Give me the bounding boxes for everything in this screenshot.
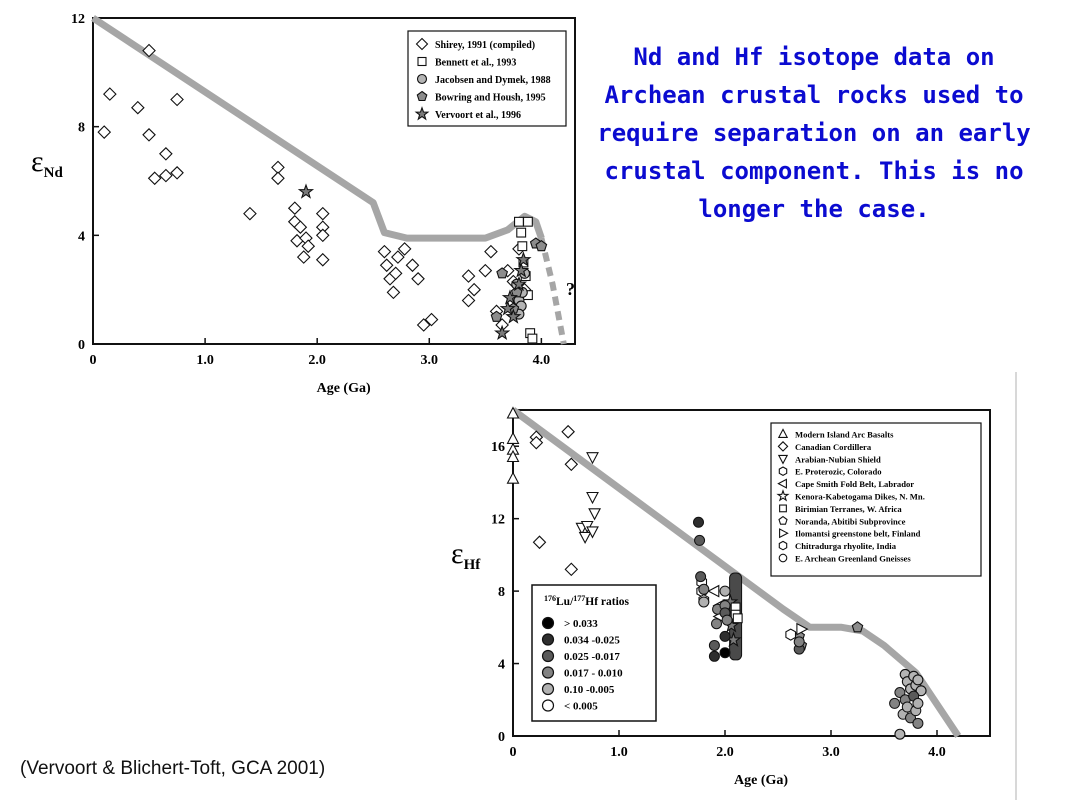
nd-point-diamond [149,172,161,184]
hf-legend-marker [779,541,786,549]
nd-y-axis-label: $\varepsilon_{Nd}$ [31,145,63,182]
hf-legend-label: E. Proterozic, Colorado [795,466,882,477]
hf-legend-marker [779,554,787,562]
hf-point-triangle-up [508,433,519,444]
nd-point-diamond [160,170,172,182]
hf-legend-label: Cape Smith Fold Belt, Labrador [795,479,915,490]
nd-point-diamond [412,273,424,285]
hf-legend-marker [780,505,787,512]
nd-point-diamond [317,254,329,266]
nd-point-diamond [378,246,390,258]
hf-ratio-legend-label: 0.034 -0.025 [564,634,620,647]
hf-y-tick-label: 0 [498,730,505,745]
hf-ratio-legend-marker [543,684,554,695]
hf-ratio-legend-marker [543,700,554,711]
hf-ratio-legend-title: $^{176}$Lu/$^{177}$Hf ratios [544,594,630,608]
nd-x-tick-label: 4.0 [532,353,551,368]
nd-y-tick-label: 4 [78,229,85,245]
hf-ratio-point [696,572,706,582]
divider-line [1015,372,1017,800]
nd-point-diamond [381,259,393,271]
hf-x-tick-label: 0 [509,745,517,760]
nd-legend-marker [418,75,427,84]
hf-ratio-point [720,648,730,658]
nd-point-diamond [317,229,329,241]
hf-point-triangle-down [580,532,591,542]
hf-point-diamond [562,426,574,438]
hf-ratio-point [712,619,722,629]
nd-legend-label: Jacobsen and Dymek, 1988 [435,75,551,86]
hf-point-diamond [534,536,546,548]
hf-ratio-legend-label: > 0.033 [564,618,598,630]
hf-legend-label: Chitradurga rhyolite, India [795,541,896,552]
hf-legend [771,423,981,576]
nd-point-square [515,217,524,226]
nd-legend-label: Bowring and Housh, 1995 [435,92,546,104]
hf-legend-label: Arabian-Nubian Shield [795,454,881,465]
nd-point-star [496,326,509,338]
hf-point-diamond [565,563,577,575]
hf-ratio-point [699,597,709,607]
hf-ratio-legend-label: 0.017 - 0.010 [564,667,623,680]
nd-point-diamond [485,246,497,258]
hf-legend-label: Ilomantsi greenstone belt, Finland [795,528,921,539]
hf-ratio-legend [532,585,656,721]
nd-point-square [528,334,537,343]
nd-point-diamond [244,208,256,220]
nd-point-star [299,185,312,197]
hf-ratio-point [699,584,709,594]
hf-point-triangle-up [508,473,519,483]
nd-point-square [518,242,527,251]
hf-ratio-legend-label: < 0.005 [564,700,598,713]
hf-ratio-legend-label: 0.10 -0.005 [564,684,615,696]
nd-legend-label: Bennett et al., 1993 [435,57,517,69]
nd-x-tick-label: 2.0 [308,353,326,368]
hf-x-tick-label: 2.0 [716,745,734,760]
nd-point-diamond [463,295,475,307]
hf-x-tick-label: 1.0 [610,745,628,760]
hf-ratio-legend-marker [543,651,554,662]
nd-x-tick-label: 1.0 [196,353,214,368]
hf-point-triangle-down [587,493,598,504]
hf-ratio-point [890,698,900,708]
hf-legend-label: E. Archean Greenland Gneisses [795,553,911,564]
nd-legend-label: Vervoort et al., 1996 [435,110,521,121]
hf-y-tick-label: 12 [491,512,505,528]
hf-ratio-legend-marker [543,618,554,629]
hf-ratio-point [709,651,719,661]
hf-legend-label: Canadian Cordillera [795,441,872,452]
citation: (Vervoort & Blichert-Toft, GCA 2001) [20,758,326,779]
hf-legend-label: Birimian Terranes, W. Africa [795,503,902,514]
nd-point-diamond [160,148,172,160]
hf-point-square [733,614,742,623]
hf-ratio-point [695,535,705,545]
hf-ratio-point [694,517,704,527]
hf-ratio-point [722,615,732,625]
nd-point-diamond [171,167,183,179]
hf-ratio-point [720,586,730,596]
hf-ratio-legend-marker [543,667,554,678]
hf-ratio-point [709,640,719,650]
hf-y-axis-label: $\varepsilon_{Hf}$ [451,537,481,574]
nd-point-diamond [463,270,475,282]
nd-x-axis-label: Age (Ga) [316,381,371,396]
hf-x-tick-label: 4.0 [928,745,946,760]
hf-y-tick-label: 4 [498,657,505,673]
nd-point-square [524,217,533,226]
hf-y-tick-label: 8 [498,585,505,601]
hf-chart [451,408,990,788]
nd-point-diamond [468,284,480,296]
nd-legend-label: Shirey, 1991 (compiled) [435,40,536,51]
nd-point-diamond [387,286,399,298]
nd-legend-marker [418,58,426,66]
hf-legend-marker [779,467,786,475]
slide-headline: Nd and Hf isotope data on Archean crustal rocks used to require separation on an early crustal component. This is no longer the case. [597,43,1031,223]
hf-point-triangle-down [589,509,600,520]
nd-point-diamond [272,172,284,184]
hf-ratio-point [913,698,923,708]
hf-legend-label: Noranda, Abitibi Subprovince [795,516,906,527]
hf-x-tick-label: 3.0 [822,745,840,760]
hf-point-pentagon [852,622,862,632]
hf-ratio-point [720,631,730,641]
nd-legend [408,31,566,126]
nd-point-square [517,228,526,237]
hf-ratio-point [794,637,804,647]
hf-x-axis-label: Age (Ga) [734,773,789,788]
nd-point-diamond [406,259,418,271]
hf-point-circle [913,675,923,685]
nd-point-diamond [132,102,144,114]
nd-model-curve-dashed [541,238,563,344]
nd-point-diamond [289,202,301,214]
nd-point-diamond [143,129,155,141]
hf-point-triangle-left [708,586,718,597]
hf-ratio-legend-label: 0.025 -0.017 [564,651,620,663]
nd-point-diamond [317,208,329,220]
nd-x-tick-label: 3.0 [420,353,439,368]
nd-point-diamond [104,88,116,100]
nd-point-diamond [479,265,491,277]
nd-point-diamond [98,126,110,138]
nd-point-diamond [171,94,183,106]
nd-y-tick-label: 0 [78,338,85,353]
hf-point-hexagon [786,629,796,640]
nd-question-mark: ? [566,279,576,300]
hf-point-circle [895,729,905,739]
hf-ratio-legend-marker [543,634,554,645]
hf-ratio-point [913,718,923,728]
hf-legend-label: Modern Island Arc Basalts [795,429,894,440]
nd-chart [31,12,575,396]
hf-y-tick-label: 16 [491,440,505,456]
nd-y-tick-label: 8 [78,120,85,136]
hf-legend-label: Kenora-Kabetogama Dikes, N. Mn. [795,491,925,502]
nd-y-tick-label: 12 [71,12,85,27]
nd-x-tick-label: 0 [89,353,97,368]
